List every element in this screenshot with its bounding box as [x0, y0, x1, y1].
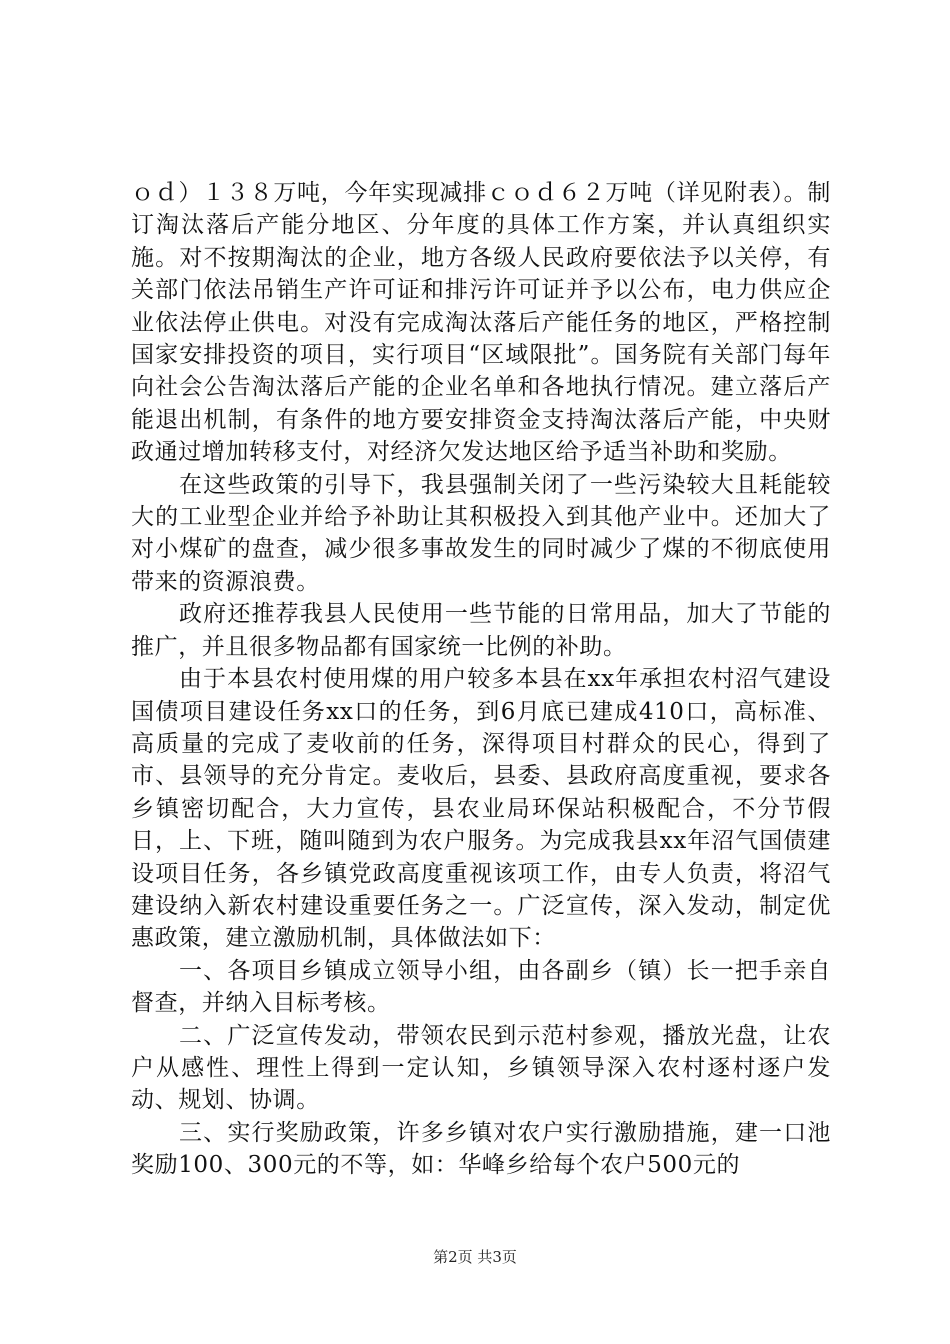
paragraph: 一、各项目乡镇成立领导小组，由各副乡（镇）长一把手亲自督查，并纳入目标考核。	[131, 957, 831, 1017]
paragraph: 由于本县农村使用煤的用户较多本县在xx年承担农村沼气建设国债项目建设任务xx口的任务，到6月底已建成410口，高标准、高质量的完成了麦收前的任务，深得项目村群众的民心，得到了市、县领导的充分肯定。麦收后，县委、县政府高度重视，要求各乡镇密切配合，大力宣传，县农业局环保站积极配合，不分节假日，上、下班，随叫随到为农户服务。为完成我县xx年沼气国债建设项目任务，各乡镇党政高度重视该项工作，由专人负责，将沼气建设纳入新农村建设重要任务之一。广泛宣传，深入发动，制定优惠政策，建立激励机制，具体做法如下：	[131, 666, 831, 952]
paragraph: 三、实行奖励政策，许多乡镇对农户实行激励措施，建一口池奖励100、300元的不等，如：华峰乡给每个农户500元的	[131, 1119, 831, 1179]
document-body	[131, 177, 831, 1182]
paragraph: 二、广泛宣传发动，带领农民到示范村参观，播放光盘，让农户从感性、理性上得到一定认知，乡镇领导深入农村逐村逐户发动、规划、协调。	[131, 1022, 831, 1114]
paragraph: 政府还推荐我县人民使用一些节能的日常用品，加大了节能的推广，并且很多物品都有国家统一比例的补助。	[131, 601, 831, 660]
paragraph: ｏｄ）１３８万吨，今年实现减排ｃｏｄ６２万吨（详见附表）。制订淘汰落后产能分地区、分年度的具体工作方案，并认真组织实施。对不按期淘汰的企业，地方各级人民政府要依法予以关停，有关部门依法吊销生产许可证和排污许可证并予以公布，电力供应企业依法停止供电。对没有完成淘汰落后产能任务的地区，严格控制国家安排投资的项目，实行项目“区域限批”。国务院有关部门每年向社会公告淘汰落后产能的企业名单和各地执行情况。建立落后产能退出机制，有条件的地方要安排资金支持淘汰落后产能，中央财政通过增加转移支付，对经济欠发达地区给予适当补助和奖励。	[131, 180, 831, 466]
paragraph: 在这些政策的引导下，我县强制关闭了一些污染较大且耗能较大的工业型企业并给予补助让其积极投入到其他产业中。还加大了对小煤矿的盘查，减少很多事故发生的同时减少了煤的不彻底使用带来的资源浪费。	[131, 471, 831, 595]
page-number-footer: 第2页 共3页	[433, 1248, 517, 1266]
